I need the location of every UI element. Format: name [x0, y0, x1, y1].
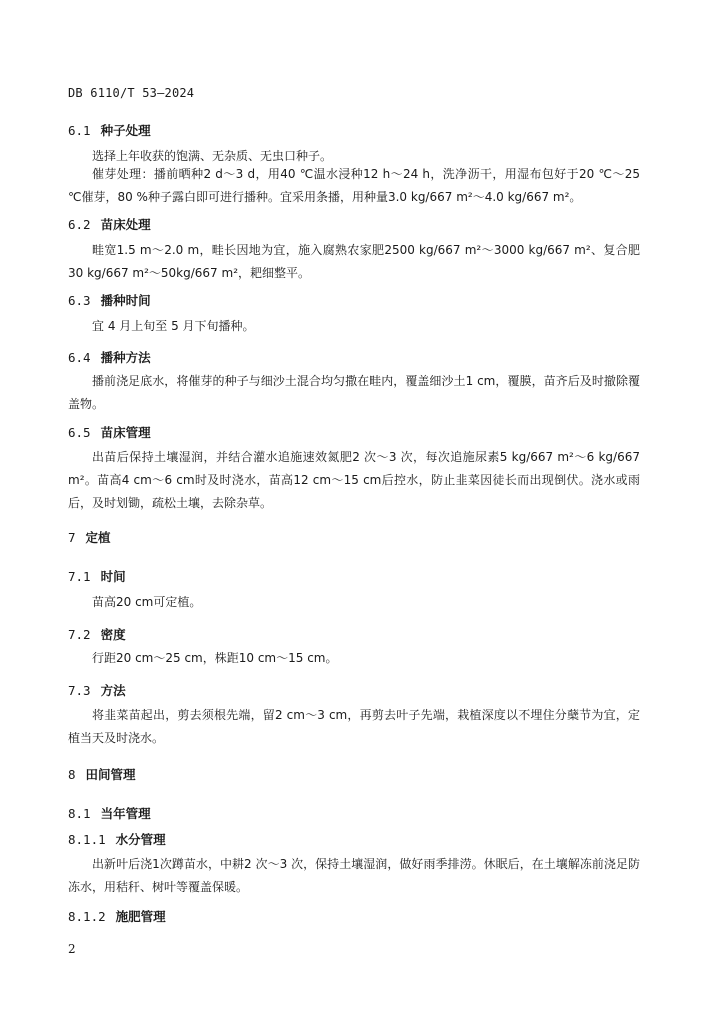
heading-7-1: [68, 567, 126, 585]
heading-title: 田间管理: [85, 767, 136, 782]
heading-6-3: [68, 291, 151, 309]
heading-title: 种子处理: [100, 123, 151, 138]
heading-8: [68, 765, 136, 783]
paragraph: 行距20 cm～25 cm，株距10 cm～15 cm。: [92, 651, 338, 665]
heading-number: 7.3: [68, 683, 91, 698]
page-number: 2: [68, 942, 76, 956]
heading-title: 苗床处理: [100, 217, 151, 232]
heading-title: 苗床管理: [100, 425, 151, 440]
heading-7: [68, 528, 111, 546]
heading-6-2: [68, 215, 151, 233]
heading-number: 7.2: [68, 627, 91, 642]
heading-6-4: [68, 348, 151, 366]
heading-title: 播种方法: [100, 350, 151, 365]
heading-number: 6.4: [68, 350, 91, 365]
document-code: DB 6110/T 53—2024: [68, 86, 195, 100]
heading-number: 6.2: [68, 217, 91, 232]
heading-8-1-2: [68, 907, 166, 925]
heading-6-1: [68, 121, 151, 139]
paragraph: 苗高20 cm可定植。: [92, 595, 202, 609]
paragraph: 宜 4 月上旬至 5 月下旬播种。: [92, 319, 255, 333]
heading-8-1-1: [68, 830, 166, 848]
paragraph: 催芽处理：播前晒种2 d～3 d，用40 ℃温水浸种12 h～24 h，洗净沥干，用湿布包好于20 ℃～25 ℃催芽，80 %种子露白即可进行播种。宜采用条播，用种量3.0 kg/667 m²～4.0 kg/667 m²。: [68, 167, 640, 204]
heading-title: 方法: [100, 683, 126, 698]
heading-number: 8.1.1: [68, 832, 106, 847]
heading-7-2: [68, 625, 126, 643]
heading-title: 定植: [85, 530, 111, 545]
paragraph: 出新叶后浇1次蹲苗水，中耕2 次～3 次，保持土壤湿润，做好雨季排涝。休眠后，在土壤解冻前浇足防冻水，用秸秆、树叶等覆盖保暖。: [68, 857, 640, 894]
heading-number: 7.1: [68, 569, 91, 584]
heading-title: 当年管理: [100, 806, 151, 821]
heading-number: 6.5: [68, 425, 91, 440]
heading-title: 水分管理: [115, 832, 166, 847]
heading-6-5: [68, 423, 151, 441]
paragraph: 出苗后保持土壤湿润，并结合灌水追施速效氮肥2 次～3 次，每次追施尿素5 kg/667 m²～6 kg/667 m²。苗高4 cm～6 cm时及时浇水，苗高12 cm～15 cm后控水，防止韭菜因徒长而出现倒伏。浇水或雨后，及时划锄，疏松土壤，去除杂草。: [68, 450, 640, 510]
heading-title: 施肥管理: [115, 909, 166, 924]
heading-title: 播种时间: [100, 293, 151, 308]
heading-number: 8.1.2: [68, 909, 106, 924]
heading-number: 7: [68, 530, 76, 545]
heading-title: 时间: [100, 569, 126, 584]
paragraph: 播前浇足底水，将催芽的种子与细沙土混合均匀撒在畦内，覆盖细沙土1 cm，覆膜，苗齐后及时撤除覆盖物。: [68, 374, 640, 411]
heading-number: 6.3: [68, 293, 91, 308]
heading-number: 8.1: [68, 806, 91, 821]
heading-8-1: [68, 804, 151, 822]
heading-number: 6.1: [68, 123, 91, 138]
heading-number: 8: [68, 767, 76, 782]
heading-title: 密度: [100, 627, 126, 642]
heading-7-3: [68, 681, 126, 699]
paragraph: 选择上年收获的饱满、无杂质、无虫口种子。: [92, 149, 333, 163]
paragraph: 将韭菜苗起出，剪去须根先端，留2 cm～3 cm，再剪去叶子先端，栽植深度以不埋住分蘖节为宜，定植当天及时浇水。: [68, 708, 640, 745]
paragraph: 畦宽1.5 m～2.0 m，畦长因地为宜，施入腐熟农家肥2500 kg/667 m²～3000 kg/667 m²、复合肥30 kg/667 m²～50kg/667 m²，耙细整平。: [68, 243, 640, 280]
